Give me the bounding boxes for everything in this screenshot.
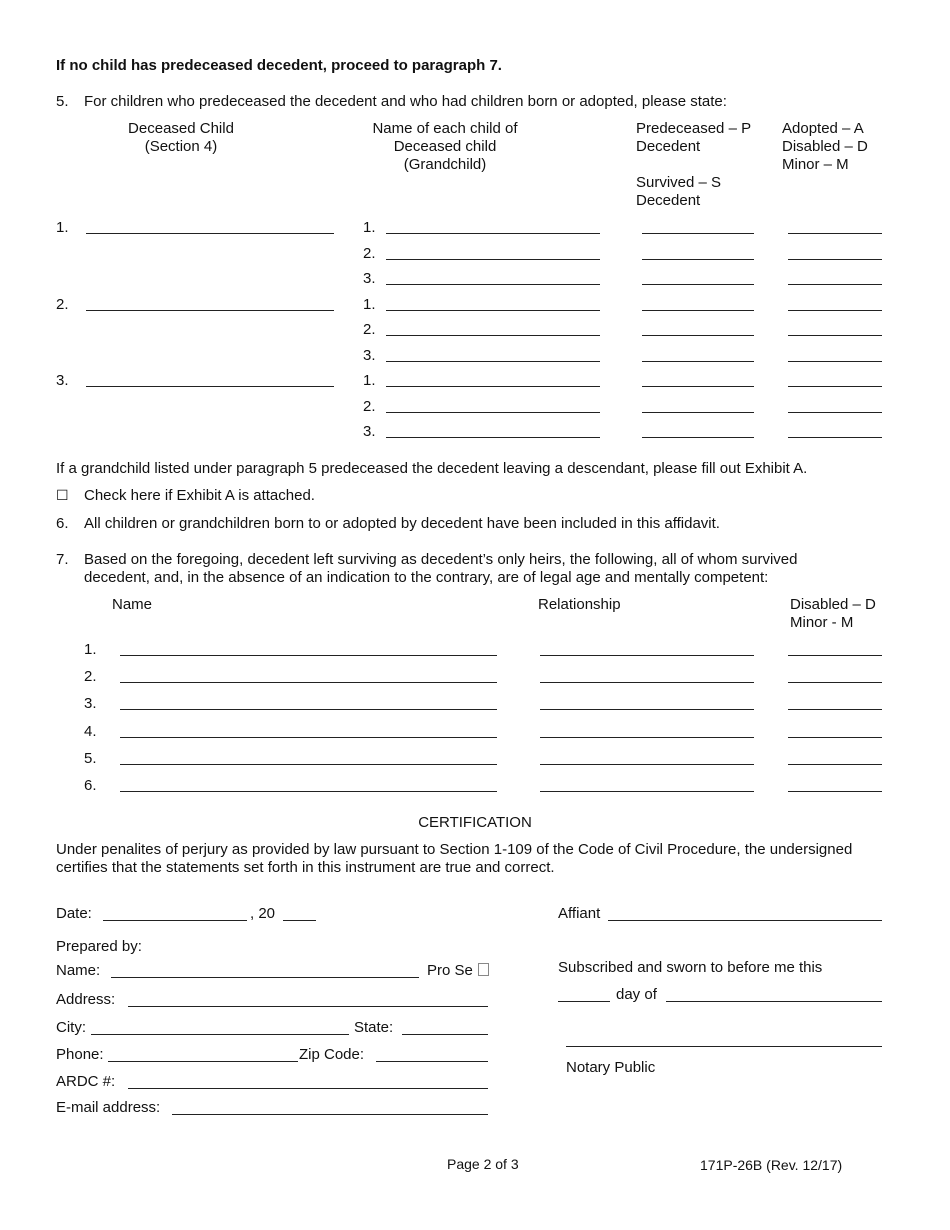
header-predeceased: Predeceased – P Decedent bbox=[636, 120, 752, 155]
heir-status-field[interactable] bbox=[788, 709, 882, 710]
deceased-child-number: 3. bbox=[56, 372, 69, 389]
header-deceased-child: Deceased Child (Section 4) bbox=[128, 120, 234, 155]
notary-signature-field[interactable] bbox=[566, 1046, 882, 1047]
heir-status-field[interactable] bbox=[788, 655, 882, 656]
grandchild-name-field[interactable] bbox=[386, 335, 600, 336]
state-field[interactable] bbox=[402, 1034, 488, 1035]
adopted-status-field[interactable] bbox=[788, 386, 882, 387]
heir-row-number: 5. bbox=[84, 749, 97, 767]
heir-relationship-field[interactable] bbox=[540, 791, 754, 792]
grandchild-number: 3. bbox=[363, 423, 376, 440]
heir-name-field[interactable] bbox=[120, 791, 497, 792]
grandchild-number: 2. bbox=[363, 321, 376, 338]
email-field[interactable] bbox=[172, 1114, 488, 1115]
deceased-child-field[interactable] bbox=[86, 233, 334, 234]
heir-relationship-field[interactable] bbox=[540, 764, 754, 765]
heir-status-field[interactable] bbox=[788, 737, 882, 738]
ardc-field[interactable] bbox=[128, 1088, 488, 1089]
day-of-label: day of bbox=[616, 986, 657, 1003]
heir-name-field[interactable] bbox=[120, 682, 497, 683]
grandchild-number: 3. bbox=[363, 270, 376, 287]
prepared-by-label: Prepared by: bbox=[56, 938, 142, 955]
subscribed-sworn-text: Subscribed and sworn to before me this bbox=[558, 959, 823, 976]
header-adopted-status: Adopted – A Disabled – D Minor – M bbox=[782, 120, 868, 173]
date-label: Date: bbox=[56, 905, 92, 922]
affiant-label: Affiant bbox=[558, 905, 601, 922]
pro-se-label: Pro Se bbox=[427, 962, 473, 979]
predeceased-survived-field[interactable] bbox=[642, 259, 754, 260]
grandchild-name-field[interactable] bbox=[386, 386, 600, 387]
predeceased-survived-field[interactable] bbox=[642, 284, 754, 285]
para6-number: 6. bbox=[56, 515, 69, 532]
heir-row-number: 2. bbox=[84, 668, 97, 686]
phone-label: Phone: bbox=[56, 1046, 104, 1063]
header-heir-name: Name bbox=[112, 596, 153, 613]
heir-relationship-field[interactable] bbox=[540, 737, 754, 738]
heir-row-number: 6. bbox=[84, 777, 97, 794]
heir-status-field[interactable] bbox=[788, 682, 882, 683]
para5-text: For children who predeceased the decedent and who had children born or adopted, please state: bbox=[84, 93, 727, 110]
adopted-status-field[interactable] bbox=[788, 259, 882, 260]
email-label: E-mail address: bbox=[56, 1099, 161, 1116]
grandchild-name-field[interactable] bbox=[386, 259, 600, 260]
form-number: 171P-26B (Rev. 12/17) bbox=[700, 1157, 843, 1173]
para6-text: All children or grandchildren born to or adopted by decedent have been included in this affidavit. bbox=[84, 515, 720, 532]
para7-number: 7. bbox=[56, 551, 69, 568]
heir-status-field[interactable] bbox=[788, 791, 882, 792]
heir-relationship-field[interactable] bbox=[540, 682, 754, 683]
address-field[interactable] bbox=[128, 1006, 488, 1007]
predeceased-survived-field[interactable] bbox=[642, 412, 754, 413]
predeceased-survived-field[interactable] bbox=[642, 437, 754, 438]
grandchild-name-field[interactable] bbox=[386, 310, 600, 311]
adopted-status-field[interactable] bbox=[788, 335, 882, 336]
heir-row-number: 1. bbox=[84, 641, 97, 658]
grandchild-number: 2. bbox=[363, 397, 376, 415]
day-field[interactable] bbox=[558, 1001, 610, 1002]
grandchild-name-field[interactable] bbox=[386, 284, 600, 285]
grandchild-number: 1. bbox=[363, 219, 376, 236]
year-field[interactable] bbox=[283, 920, 316, 921]
para7-text: Based on the foregoing, decedent left surviving as decedent’s only heirs, the following, all of whom survived decedent, and, in the absence of an indication to the contrary, are of legal age and mentally competent: bbox=[84, 551, 798, 586]
header-grandchild: Name of each child of Deceased child (Grandchild) bbox=[372, 120, 518, 173]
header-survived: Survived – S Decedent bbox=[636, 174, 722, 209]
grandchild-number: 2. bbox=[363, 244, 376, 262]
city-label: City: bbox=[56, 1019, 86, 1036]
predeceased-survived-field[interactable] bbox=[642, 233, 754, 234]
certification-title: CERTIFICATION bbox=[418, 814, 532, 831]
adopted-status-field[interactable] bbox=[788, 310, 882, 311]
zip-label: Zip Code: bbox=[299, 1046, 365, 1063]
predeceased-survived-field[interactable] bbox=[642, 386, 754, 387]
state-label: State: bbox=[354, 1019, 394, 1036]
adopted-status-field[interactable] bbox=[788, 361, 882, 362]
heir-row-number: 3. bbox=[84, 695, 97, 713]
grandchild-number: 3. bbox=[363, 346, 376, 364]
year-prefix: , 20 bbox=[250, 905, 276, 922]
heir-relationship-field[interactable] bbox=[540, 655, 754, 656]
grandchild-name-field[interactable] bbox=[386, 361, 600, 362]
date-field[interactable] bbox=[103, 920, 247, 921]
preparer-name-field[interactable] bbox=[111, 977, 419, 978]
heir-row-number: 4. bbox=[84, 722, 97, 740]
heir-name-field[interactable] bbox=[120, 764, 497, 765]
deceased-child-number: 2. bbox=[56, 295, 69, 313]
grandchild-name-field[interactable] bbox=[386, 233, 600, 234]
header-relationship: Relationship bbox=[538, 596, 621, 613]
heir-status-field[interactable] bbox=[788, 764, 882, 765]
certification-text: Under penalites of perjury as provided by law pursuant to Section 1-109 of the Code of Civil Procedure, the undersigned certifies that the statements set forth in this instrument are true and correct. bbox=[56, 841, 853, 876]
adopted-status-field[interactable] bbox=[788, 437, 882, 438]
pro-se-checkbox[interactable] bbox=[478, 963, 489, 976]
month-year-field[interactable] bbox=[666, 1001, 882, 1002]
grandchild-name-field[interactable] bbox=[386, 437, 600, 438]
deceased-child-field[interactable] bbox=[86, 386, 334, 387]
grandchild-number: 1. bbox=[363, 372, 376, 389]
para5-number: 5. bbox=[56, 93, 69, 110]
adopted-status-field[interactable] bbox=[788, 233, 882, 234]
deceased-child-number: 1. bbox=[56, 219, 69, 236]
zip-field[interactable] bbox=[376, 1061, 488, 1062]
exhibit-a-checkbox[interactable]: ☐ bbox=[56, 487, 69, 503]
preparer-name-label: Name: bbox=[56, 962, 101, 979]
heir-name-field[interactable] bbox=[120, 709, 497, 710]
intro-instruction: If no child has predeceased decedent, proceed to paragraph 7. bbox=[56, 57, 502, 74]
heir-name-field[interactable] bbox=[120, 737, 497, 738]
heir-name-field[interactable] bbox=[120, 655, 497, 656]
heir-relationship-field[interactable] bbox=[540, 709, 754, 710]
page-number: Page 2 of 3 bbox=[447, 1156, 519, 1172]
affiant-signature-field[interactable] bbox=[608, 920, 882, 921]
address-label: Address: bbox=[56, 991, 116, 1008]
ardc-label: ARDC #: bbox=[56, 1073, 116, 1090]
adopted-status-field[interactable] bbox=[788, 412, 882, 413]
exhibit-a-check-label: Check here if Exhibit A is attached. bbox=[84, 487, 315, 504]
grandchild-number: 1. bbox=[363, 295, 376, 313]
predeceased-survived-field[interactable] bbox=[642, 361, 754, 362]
adopted-status-field[interactable] bbox=[788, 284, 882, 285]
deceased-child-field[interactable] bbox=[86, 310, 334, 311]
grandchild-name-field[interactable] bbox=[386, 412, 600, 413]
predeceased-survived-field[interactable] bbox=[642, 310, 754, 311]
grandchild-note: If a grandchild listed under paragraph 5 predeceased the decedent leaving a descendant, please fill out Exhibit A. bbox=[56, 460, 808, 477]
predeceased-survived-field[interactable] bbox=[642, 335, 754, 336]
header-heir-status: Disabled – D Minor - M bbox=[790, 596, 876, 631]
phone-field[interactable] bbox=[108, 1061, 298, 1062]
city-field[interactable] bbox=[91, 1034, 349, 1035]
notary-public-label: Notary Public bbox=[566, 1059, 656, 1076]
